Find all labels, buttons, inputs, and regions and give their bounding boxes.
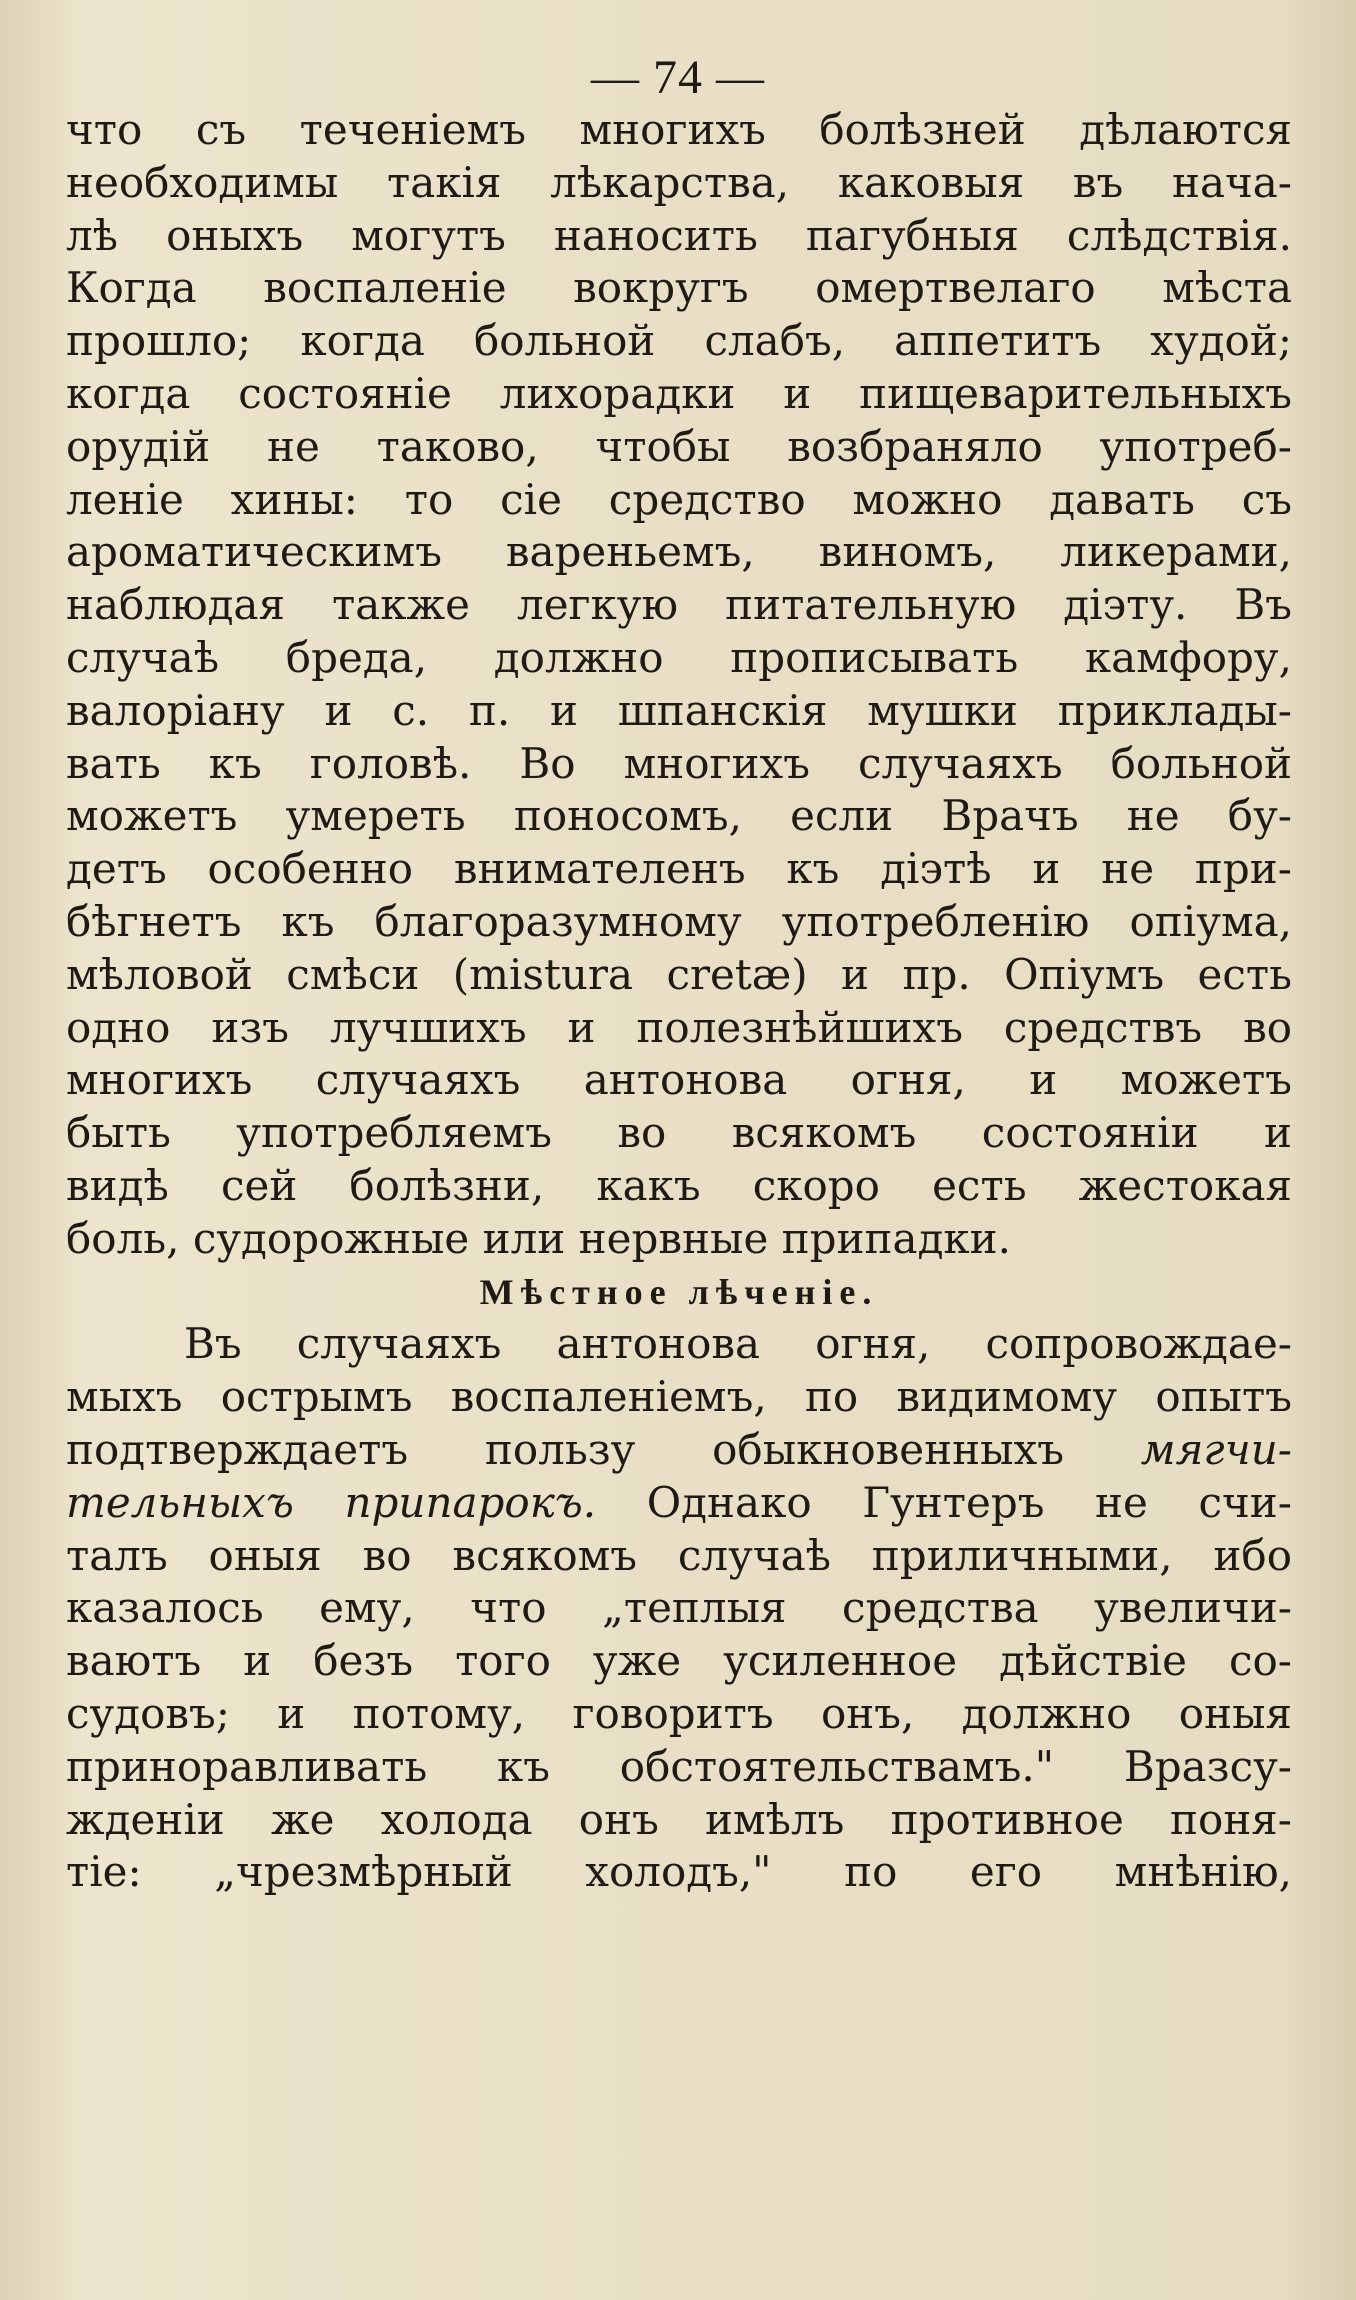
- text-line: когда состояніе лихорадки и пищеварительныхъ: [66, 368, 1292, 418]
- text-line: многихъ случаяхъ антонова огня, и можетъ: [66, 1055, 1292, 1105]
- text-line: жденіи же холода онъ имѣлъ противное поня-: [66, 1794, 1292, 1844]
- text-line: одно изъ лучшихъ и полезнѣйшихъ средствъ во: [66, 1002, 1292, 1052]
- text-line: вать къ головѣ. Во многихъ случаяхъ больной: [66, 738, 1292, 788]
- text-line: валоріану и с. п. и шпанскія мушки приклады-: [66, 685, 1292, 735]
- text-line: лѣ оныхъ могутъ наносить пагубныя слѣдствія.: [66, 210, 1292, 260]
- text-line: приноравливать къ обстоятельствамъ." Вразсу-: [66, 1741, 1292, 1791]
- text-run: подтверждаетъ пользу обыкновенныхъ: [66, 1424, 1141, 1474]
- text-line: быть употребляемъ во всякомъ состояніи и: [66, 1108, 1292, 1158]
- italic-term: мягчи-: [1140, 1424, 1292, 1474]
- text-line: ваютъ и безъ того уже усиленное дѣйствіе со-: [66, 1636, 1292, 1686]
- text-line: что съ теченіемъ многихъ болѣзней дѣлаются: [66, 105, 1292, 154]
- text-line: [66, 1477, 1292, 1530]
- text-run: Однако Гунтеръ не счи-: [596, 1477, 1292, 1527]
- text-line: случаѣ бреда, должно прописывать камфору,: [66, 632, 1292, 682]
- text-line: талъ оныя во всякомъ случаѣ приличными, ибо: [66, 1530, 1292, 1580]
- text-line: мѣловой смѣси (mistura cretæ) и пр. Опіумъ есть: [66, 949, 1292, 999]
- italic-term: тельныхъ припарокъ.: [66, 1477, 597, 1527]
- text-line: прошло; когда больной слабъ, аппетитъ худой;: [66, 316, 1292, 366]
- text-line: судовъ; и потому, говоритъ онъ, должно оныя: [66, 1688, 1292, 1738]
- body-text: [66, 104, 1292, 1899]
- text-line: боль, судорожные или нервные припадки.: [66, 1213, 1012, 1263]
- text-line: леніе хины: то сіе средство можно давать съ: [66, 474, 1292, 524]
- section-heading: Мѣстное лѣченіе.: [479, 1271, 879, 1312]
- text-line: можетъ умереть поносомъ, если Врачъ не бу-: [66, 791, 1292, 841]
- text-line: детъ особенно внимателенъ къ діэтѣ и не при-: [66, 844, 1292, 894]
- text-line: Когда воспаленіе вокругъ омертвелаго мѣста: [66, 263, 1292, 313]
- text-line: наблюдая также легкую питательную діэту. Въ: [66, 580, 1292, 630]
- text-line: [66, 1424, 1292, 1477]
- page-number: — 74 —: [591, 51, 765, 104]
- text-line: казалось ему, что „теплыя средства увеличи-: [66, 1583, 1292, 1633]
- text-line: видѣ сей болѣзни, какъ скоро есть жестокая: [66, 1160, 1292, 1210]
- text-line: Въ случаяхъ антонова огня, сопровождае-: [184, 1319, 1292, 1369]
- text-line: орудій не таково, чтобы возбраняло употреб-: [66, 421, 1292, 471]
- text-line: мыхъ острымъ воспаленіемъ, по видимому опытъ: [66, 1372, 1292, 1422]
- text-line: необходимы такія лѣкарства, каковыя въ нача-: [66, 157, 1292, 207]
- text-line: ароматическимъ вареньемъ, виномъ, ликерами,: [66, 527, 1292, 577]
- text-line: тіе: „чрезмѣрный холодъ," по его мнѣнію,: [66, 1847, 1292, 1897]
- text-line: бѣгнетъ къ благоразумному употребленію опіума,: [66, 896, 1292, 946]
